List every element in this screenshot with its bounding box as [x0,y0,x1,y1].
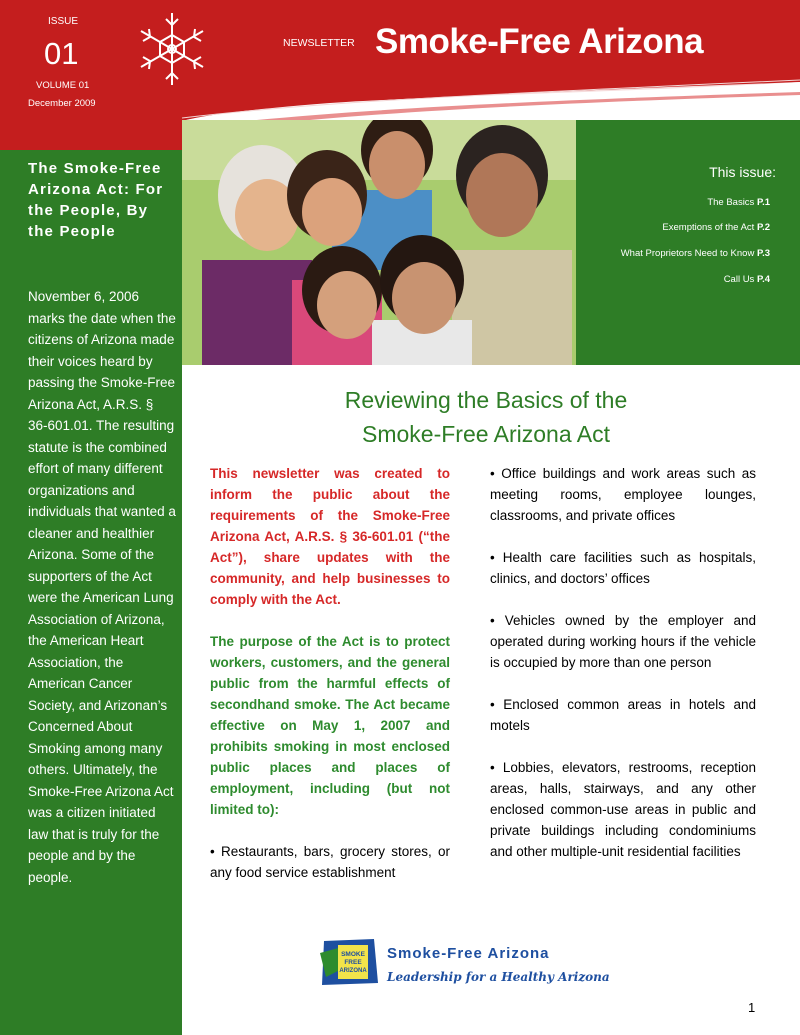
toc-item-label: The Basics [707,197,755,208]
article-column-right [490,463,756,883]
toc-title: This issue: [709,164,776,180]
newsletter-label: NEWSLETTER [283,37,355,49]
family-photo-illustration [182,120,576,365]
toc-item-label: What Proprietors Need to Know [620,248,755,259]
toc-item-exemptions[interactable] [662,222,770,233]
svg-text:ARIZONA: ARIZONA [339,968,367,974]
purpose-paragraph: The purpose of the Act is to protect workers, customers, and the general public from the harmful effects of secondhand smoke. The Act became effective on May 1, 2007 and prohibits smoking in most enclosed public places and places of employment, including (but not limited to): [210,634,450,817]
toc-item-proprietors[interactable] [621,248,770,259]
bullet-item: • Restaurants, bars, grocery stores, or any food service establishment [210,844,450,880]
family-photo [182,120,576,365]
bullet-item: • Vehicles owned by the employer and operated during working hours if the vehicle is occupied by more than one person [490,613,756,670]
article-title [196,383,776,451]
toc-item-call-us[interactable] [724,274,770,285]
svg-text:FREE: FREE [344,959,362,966]
issue-date: December 2009 [28,98,96,109]
page-number: 1 [748,1000,756,1015]
article-title-line-1: Reviewing the Basics of the [344,387,628,413]
article-title-line-2: Smoke-Free Arizona Act [362,421,610,447]
toc-item-the-basics[interactable] [707,197,770,208]
svg-text:SMOKE: SMOKE [341,951,365,958]
volume-label: VOLUME 01 [36,80,90,91]
toc-item-label: Exemptions of the Act [662,222,755,233]
newsletter-title: Smoke-Free Arizona [375,22,704,61]
intro-paragraph: This newsletter was created to inform the public about the requirements of the Smoke-Free Arizona Act, A.R.S. § 36-601.01 (“the Act”), share updates with the community, and help businesses to comply with the Act. [210,466,450,607]
toc-item-label: Call Us [723,274,755,285]
bullet-item: • Lobbies, elevators, restrooms, reception areas, halls, stairways, and any other enclosed common-use areas in public and private buildings including condominiums and other multiple-unit residential facilities [490,760,756,859]
article-column-left [210,463,450,904]
logo-tagline: Leadership for a Healthy Arizona [387,970,610,984]
toc-item-page: P.1 [756,197,770,208]
toc-item-page: P.2 [756,222,770,233]
bullet-item: • Office buildings and work areas such as meeting rooms, employee lounges, classrooms, and private offices [490,466,756,523]
table-of-contents [576,120,800,365]
toc-item-page: P.3 [756,248,770,259]
issue-number: 01 [44,36,79,71]
sidebar-title: The Smoke-Free Arizona Act: For the People, By the People [28,160,164,240]
logo-name: Smoke-Free Arizona [387,945,550,962]
issue-label: ISSUE [48,16,79,27]
smoke-free-arizona-logo-icon [318,937,380,987]
sidebar [0,150,182,1035]
toc-item-page: P.4 [756,274,770,285]
sidebar-body: November 6, 2006 marks the date when the citizens of Arizona made their voices heard by passing the Smoke-Free Arizona Act, A.R.S. § 36-601.01. The resulting statute is the combined effort of many different organizations and individuals that wanted a cleaner and healthier Arizona. Some of the supporters of the Act were the American Lung Association of Arizona, the American Heart Association, the American Cancer Society, and Arizonan’s Concerned About Smoking among many others. Ultimately, the Smoke-Free Arizona Act was a citizen initiated law that is truly for the people and by the people. [28,289,176,885]
bullet-item: • Health care facilities such as hospitals, clinics, and doctors’ offices [490,550,756,586]
bullet-item: • Enclosed common areas in hotels and motels [490,697,756,733]
